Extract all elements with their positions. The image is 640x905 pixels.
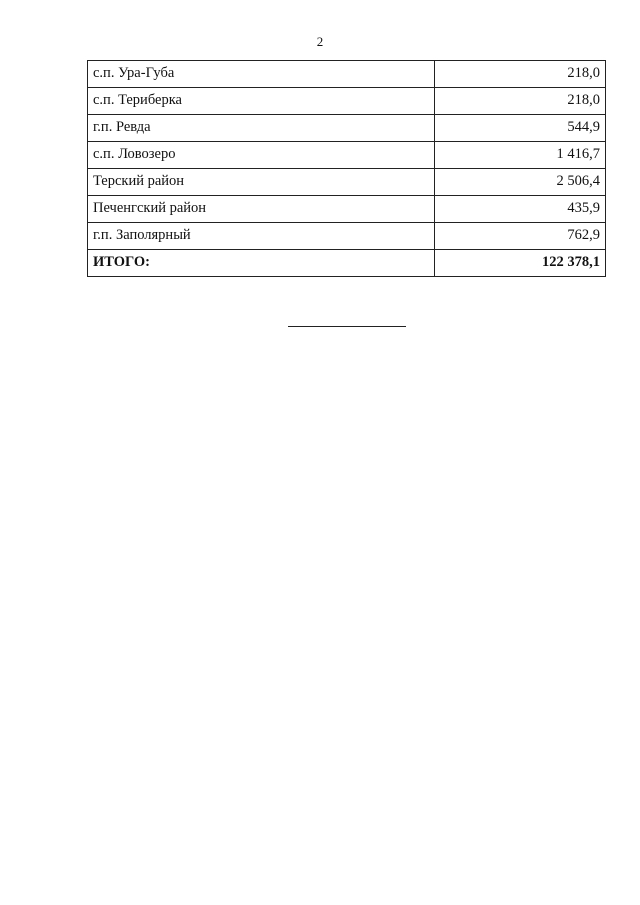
row-value-cell: 435,9 (435, 196, 606, 223)
closing-separator-line (288, 326, 406, 327)
row-name-cell: с.п. Ловозеро (88, 142, 435, 169)
total-label-cell: ИТОГО: (88, 250, 435, 277)
table-row (88, 196, 606, 223)
table-row (88, 61, 606, 88)
row-name-cell: г.п. Заполярный (88, 223, 435, 250)
row-name-cell: с.п. Териберка (88, 88, 435, 115)
row-value-cell: 762,9 (435, 223, 606, 250)
row-name-cell: Терский район (88, 169, 435, 196)
row-value-cell: 218,0 (435, 88, 606, 115)
table-row (88, 115, 606, 142)
page-number: 2 (316, 34, 324, 49)
row-value-cell: 218,0 (435, 61, 606, 88)
row-name-cell: г.п. Ревда (88, 115, 435, 142)
total-value-cell: 122 378,1 (435, 250, 606, 277)
row-value-cell: 544,9 (435, 115, 606, 142)
table-row (88, 223, 606, 250)
row-value-cell: 1 416,7 (435, 142, 606, 169)
row-name-cell: с.п. Ура-Губа (88, 61, 435, 88)
allocation-table (87, 60, 606, 277)
total-row (88, 250, 606, 277)
row-value-cell: 2 506,4 (435, 169, 606, 196)
row-name-cell: Печенгский район (88, 196, 435, 223)
table-row (88, 142, 606, 169)
table-row (88, 169, 606, 196)
table-row (88, 88, 606, 115)
